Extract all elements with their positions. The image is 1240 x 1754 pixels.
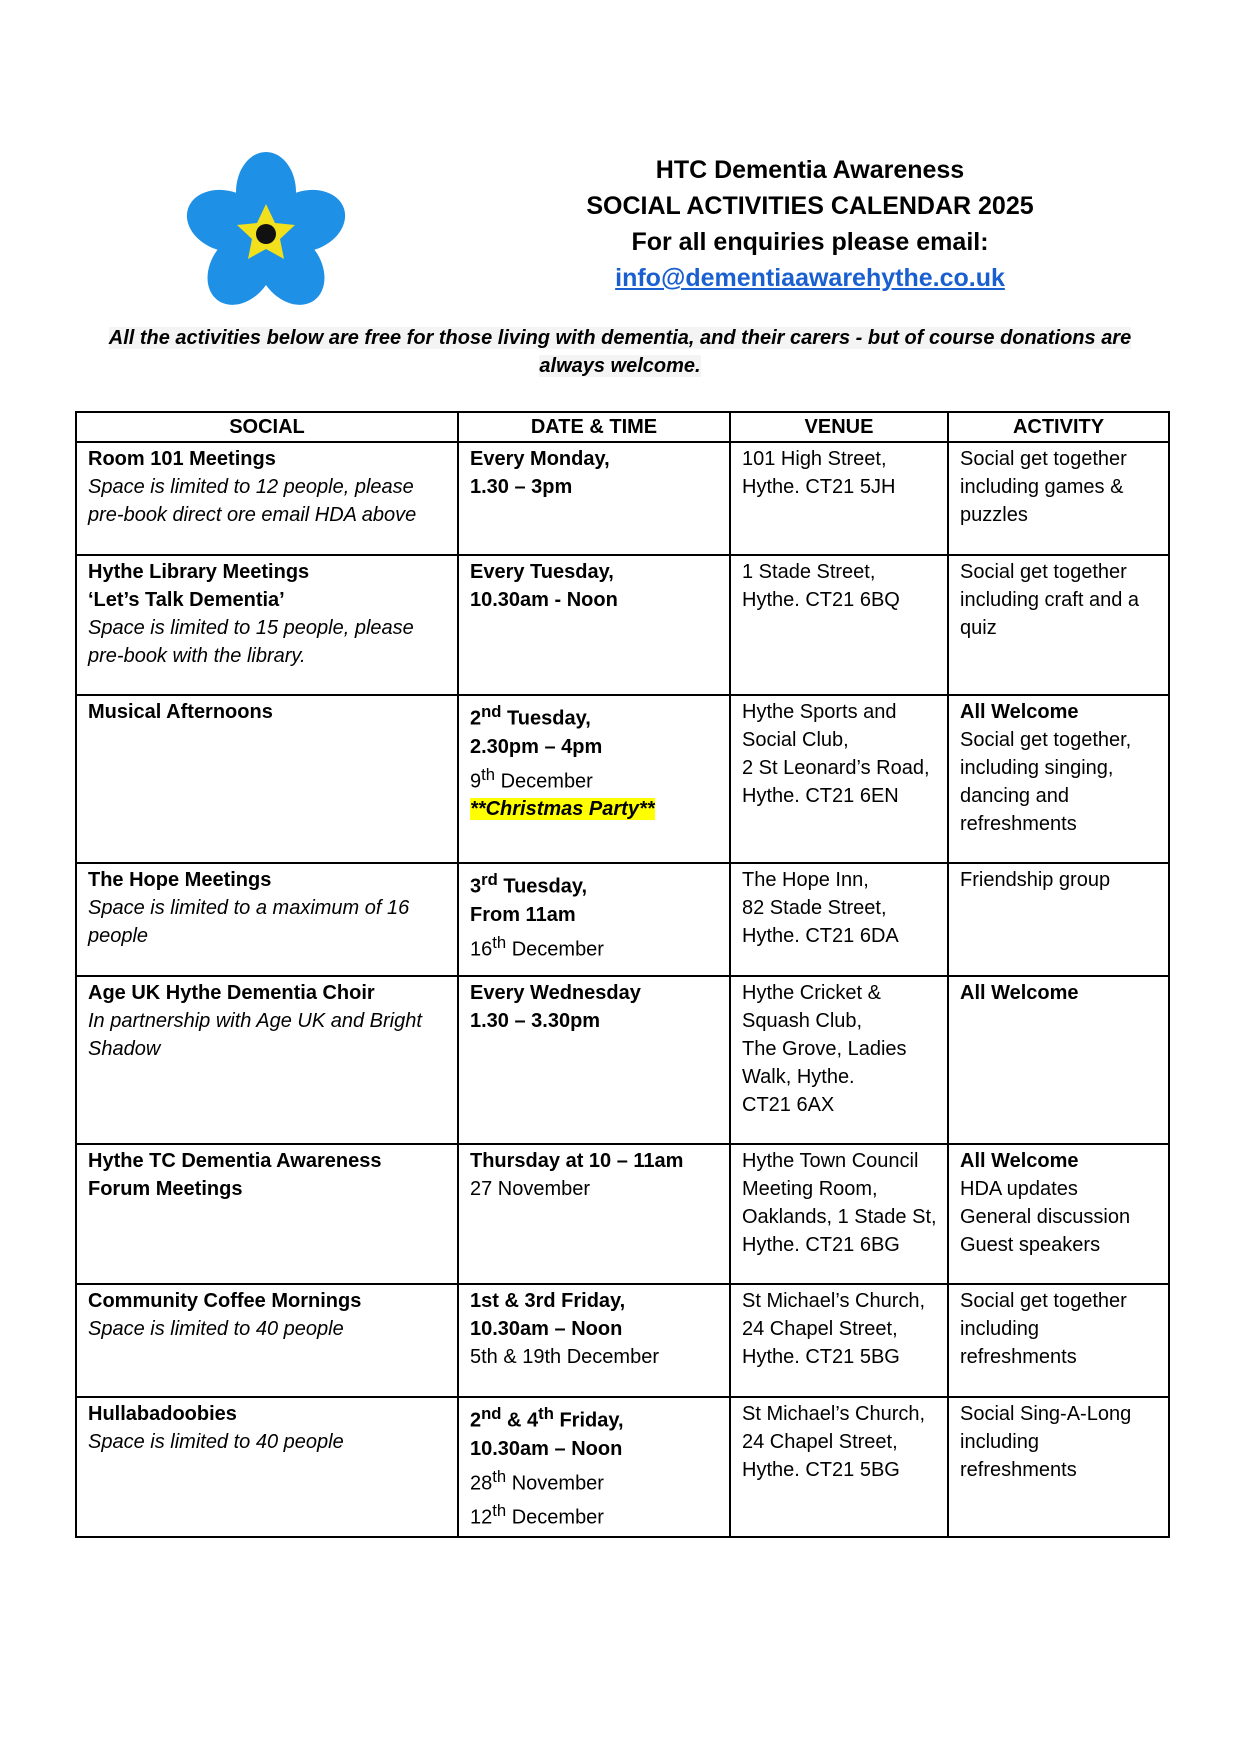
table-row (76, 1144, 1169, 1284)
venue-line: The Grove, Ladies (742, 1038, 907, 1060)
email-link[interactable]: info@dementiaawarehythe.co.uk (615, 264, 1005, 292)
activity-note: Space is limited to 40 people (88, 1318, 344, 1340)
datetime-line: 2nd & 4th Friday, (470, 1404, 624, 1432)
venue-line: 101 High Street, (742, 448, 887, 470)
activity-cell (948, 695, 1169, 863)
activity-subtitle: ‘Let’s Talk Dementia’ (88, 589, 285, 611)
venue-line: Squash Club, (742, 1010, 863, 1032)
date-line: 5th & 19th December (470, 1346, 659, 1368)
datetime-cell (458, 695, 730, 863)
activity-description: Social get together, including singing, dancing and refreshments (960, 729, 1132, 835)
header-subtitle: SOCIAL ACTIVITIES CALENDAR 2025 (586, 192, 1034, 220)
activity-title: Hythe TC Dementia Awareness Forum Meetings (88, 1150, 382, 1200)
activity-title: The Hope Meetings (88, 869, 272, 891)
venue-line: Hythe. CT21 5JH (742, 476, 896, 498)
social-cell (76, 1284, 458, 1397)
venue-cell (730, 1397, 948, 1537)
datetime-line: 10.30am – Noon (470, 1437, 623, 1460)
activity-title: Musical Afternoons (88, 701, 273, 723)
venue-cell (730, 976, 948, 1144)
forget-me-not-flower-icon (183, 150, 349, 310)
datetime-line: 3rd Tuesday, (470, 870, 588, 898)
activity-note: Space is limited to 12 people, please pre-book direct ore email HDA above (88, 476, 417, 526)
social-cell (76, 442, 458, 555)
datetime-line: 2.30pm – 4pm (470, 735, 603, 758)
activity-title: Age UK Hythe Dementia Choir (88, 982, 375, 1004)
venue-line: St Michael’s Church, (742, 1403, 926, 1425)
activity-line: HDA updates (960, 1178, 1078, 1200)
datetime-cell (458, 863, 730, 976)
page-header (560, 152, 1060, 296)
activity-cell (948, 555, 1169, 695)
venue-line: Walk, Hythe. (742, 1066, 855, 1088)
venue-cell (730, 1144, 948, 1284)
activity-note: Space is limited to a maximum of 16 people (88, 897, 410, 947)
activity-description: Friendship group (960, 869, 1111, 891)
venue-line: Oaklands, 1 Stade St, (742, 1206, 937, 1228)
venue-line: 2 St Leonard’s Road, (742, 757, 930, 779)
venue-cell (730, 442, 948, 555)
activity-description: Social Sing-A-Long including refreshments (960, 1403, 1132, 1481)
venue-line: The Hope Inn, (742, 869, 869, 891)
table-row (76, 1284, 1169, 1397)
table-row (76, 555, 1169, 695)
datetime-cell (458, 442, 730, 555)
datetime-line: 1.30 – 3pm (470, 476, 573, 498)
venue-line: Hythe. CT21 6BG (742, 1234, 900, 1256)
venue-line: Hythe. CT21 6BQ (742, 589, 900, 611)
activity-title: Community Coffee Mornings (88, 1290, 362, 1312)
activity-note: In partnership with Age UK and Bright Shadow (88, 1010, 422, 1060)
activity-title: Room 101 Meetings (88, 448, 276, 470)
venue-line: Meeting Room, (742, 1178, 878, 1200)
datetime-cell (458, 555, 730, 695)
column-header-datetime: DATE & TIME (458, 412, 730, 442)
datetime-line: Thursday at 10 – 11am (470, 1150, 684, 1172)
venue-line: CT21 6AX (742, 1094, 835, 1116)
social-cell (76, 863, 458, 976)
intro-note (100, 324, 1140, 380)
activity-welcome: All Welcome (960, 701, 1079, 723)
table-row (76, 1397, 1169, 1537)
activity-welcome: All Welcome (960, 1150, 1079, 1172)
date-line: 27 November (470, 1178, 591, 1200)
column-header-activity: ACTIVITY (948, 412, 1169, 442)
datetime-cell (458, 976, 730, 1144)
date-line: 28th November (470, 1466, 604, 1495)
venue-line: 24 Chapel Street, (742, 1431, 898, 1453)
activity-line: General discussion (960, 1206, 1131, 1228)
intro-text: All the activities below are free for those living with dementia, and their carers - but of course donations are always welcome. (108, 327, 1132, 377)
social-cell (76, 695, 458, 863)
social-cell (76, 976, 458, 1144)
venue-line: Hythe Cricket & (742, 982, 881, 1004)
date-line: 16th December (470, 932, 604, 961)
venue-line: Hythe. CT21 5BG (742, 1346, 900, 1368)
datetime-cell (458, 1144, 730, 1284)
column-header-social: SOCIAL (76, 412, 458, 442)
datetime-line: 1.30 – 3.30pm (470, 1010, 601, 1032)
christmas-party-highlight: **Christmas Party** (470, 798, 655, 821)
activity-description: Social get together including craft and a quiz (960, 561, 1140, 639)
venue-line: St Michael’s Church, (742, 1290, 926, 1312)
activity-cell (948, 976, 1169, 1144)
social-cell (76, 1397, 458, 1537)
activity-title: Hythe Library Meetings (88, 561, 310, 583)
datetime-line: 10.30am – Noon (470, 1318, 623, 1340)
datetime-line: 2nd Tuesday, (470, 702, 591, 730)
table-header-row (76, 412, 1169, 442)
social-cell (76, 1144, 458, 1284)
activity-cell (948, 863, 1169, 976)
date-line: 12th December (470, 1501, 604, 1529)
table-row (76, 695, 1169, 863)
venue-line: Hythe. CT21 5BG (742, 1459, 900, 1481)
activity-note: Space is limited to 40 people (88, 1431, 344, 1453)
venue-cell (730, 555, 948, 695)
activity-title: Hullabadoobies (88, 1403, 237, 1425)
venue-cell (730, 1284, 948, 1397)
activity-description: Social get together including games & puzzles (960, 448, 1127, 526)
activity-description: Social get together including refreshments (960, 1290, 1127, 1368)
table-row (76, 976, 1169, 1144)
column-header-venue: VENUE (730, 412, 948, 442)
header-title: HTC Dementia Awareness (655, 156, 965, 184)
activity-cell (948, 1397, 1169, 1537)
venue-line: Hythe. CT21 6DA (742, 925, 899, 947)
venue-line: Hythe. CT21 6EN (742, 785, 899, 807)
venue-line: 24 Chapel Street, (742, 1318, 898, 1340)
table-row (76, 863, 1169, 976)
datetime-line: Every Wednesday (470, 982, 641, 1004)
activities-table (75, 411, 1170, 1538)
social-cell (76, 555, 458, 695)
datetime-cell (458, 1397, 730, 1537)
activity-note: Space is limited to 15 people, please pre-book with the library. (88, 617, 414, 667)
venue-line: 1 Stade Street, (742, 561, 876, 583)
venue-line: 82 Stade Street, (742, 897, 887, 919)
activity-line: Guest speakers (960, 1234, 1101, 1256)
datetime-line: Every Tuesday, (470, 561, 614, 583)
activity-welcome: All Welcome (960, 982, 1079, 1004)
date-line: 9th December (470, 764, 593, 793)
activity-cell (948, 442, 1169, 555)
venue-cell (730, 863, 948, 976)
datetime-cell (458, 1284, 730, 1397)
table-row (76, 442, 1169, 555)
venue-cell (730, 695, 948, 863)
venue-line: Hythe Town Council (742, 1150, 919, 1172)
header-enquiries: For all enquiries please email: (631, 228, 989, 256)
datetime-line: From 11am (470, 903, 576, 926)
datetime-line: 1st & 3rd Friday, (470, 1290, 626, 1312)
venue-line: Social Club, (742, 729, 849, 751)
datetime-line: Every Monday, (470, 448, 610, 470)
datetime-line: 10.30am - Noon (470, 589, 618, 611)
venue-line: Hythe Sports and (742, 701, 897, 723)
activity-cell (948, 1284, 1169, 1397)
activity-cell (948, 1144, 1169, 1284)
